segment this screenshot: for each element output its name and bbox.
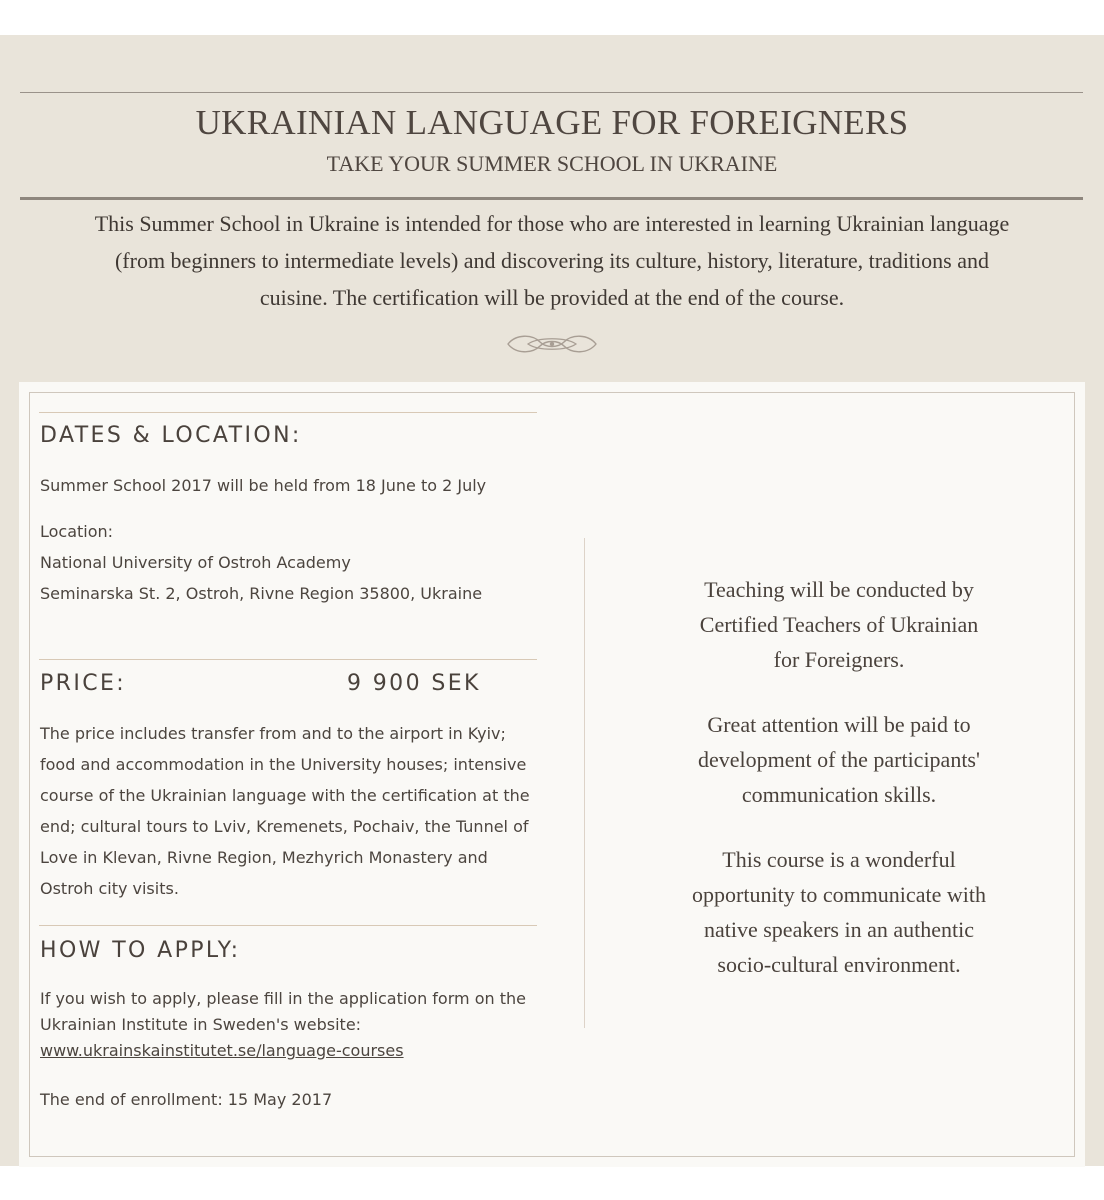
poster <box>0 35 1104 1166</box>
header-divider <box>20 197 1083 200</box>
highlight-line: This course is a wonderful <box>722 847 956 872</box>
section-divider <box>39 925 537 926</box>
intro-line: cuisine. The certification will be provided at the end of the course. <box>259 285 845 310</box>
intro-paragraph <box>18 205 1086 316</box>
apply-heading: HOW TO APPLY: <box>40 938 241 963</box>
price-line: food and accommodation in the University houses; intensive <box>40 755 527 774</box>
highlight-line: communication skills. <box>741 782 937 807</box>
section-divider <box>39 412 537 413</box>
section-divider <box>39 659 537 660</box>
price-value: 9 900 SEK <box>347 671 481 696</box>
intro-line: This Summer School in Ukraine is intended for those who are interested in learning Ukrainian language <box>94 211 1010 236</box>
apply-instructions <box>40 986 526 1064</box>
apply-line: Ukrainian Institute in Sweden's website: <box>40 1015 362 1034</box>
page-subtitle: TAKE YOUR SUMMER SCHOOL IN UKRAINE <box>326 151 778 176</box>
price-line: course of the Ukrainian language with the certification at the <box>40 786 530 805</box>
highlight-line: Great attention will be paid to <box>707 712 971 737</box>
highlight-line: native speakers in an authentic <box>703 917 974 942</box>
top-divider <box>20 92 1083 93</box>
highlight-paragraph <box>639 842 1039 982</box>
dates-location-heading: DATES & LOCATION: <box>40 423 302 448</box>
highlight-line: for Foreigners. <box>773 647 905 672</box>
intro-line: (from beginners to intermediate levels) and discovering its culture, history, literature, traditions and <box>114 248 990 273</box>
highlight-line: opportunity to communicate with <box>692 882 986 907</box>
application-link[interactable]: www.ukrainskainstitutet.se/language-courses <box>40 1041 404 1060</box>
highlight-line: socio-cultural environment. <box>717 952 961 977</box>
location-address: Seminarska St. 2, Ostroh, Rivne Region 35800, Ukraine <box>40 584 483 603</box>
page-title: UKRAINIAN LANGUAGE FOR FOREIGNERS <box>195 103 909 142</box>
location-name: National University of Ostroh Academy <box>40 553 351 572</box>
course-highlights <box>639 572 1039 1012</box>
price-description <box>40 718 530 904</box>
price-line: The price includes transfer from and to the airport in Kyiv; <box>40 724 506 743</box>
column-divider <box>584 538 585 1028</box>
highlight-line: development of the participants' <box>698 747 980 772</box>
flourish-ornament-icon <box>502 329 602 359</box>
location-block <box>40 516 482 609</box>
highlight-paragraph <box>639 572 1039 677</box>
location-label: Location: <box>40 522 114 541</box>
price-line: end; cultural tours to Lviv, Kremenets, Pochaiv, the Tunnel of <box>40 817 529 836</box>
dates-text: Summer School 2017 will be held from 18 June to 2 July <box>40 476 487 495</box>
highlight-line: Certified Teachers of Ukrainian <box>699 612 979 637</box>
enrollment-deadline: The end of enrollment: 15 May 2017 <box>40 1090 333 1109</box>
apply-line: If you wish to apply, please fill in the application form on the <box>40 989 526 1008</box>
price-heading: PRICE: <box>40 671 127 696</box>
highlight-line: Teaching will be conducted by <box>704 577 974 602</box>
highlight-paragraph <box>639 707 1039 812</box>
content-card <box>19 382 1085 1167</box>
price-line: Love in Klevan, Rivne Region, Mezhyrich Monastery and <box>40 848 488 867</box>
price-line: Ostroh city visits. <box>40 879 179 898</box>
